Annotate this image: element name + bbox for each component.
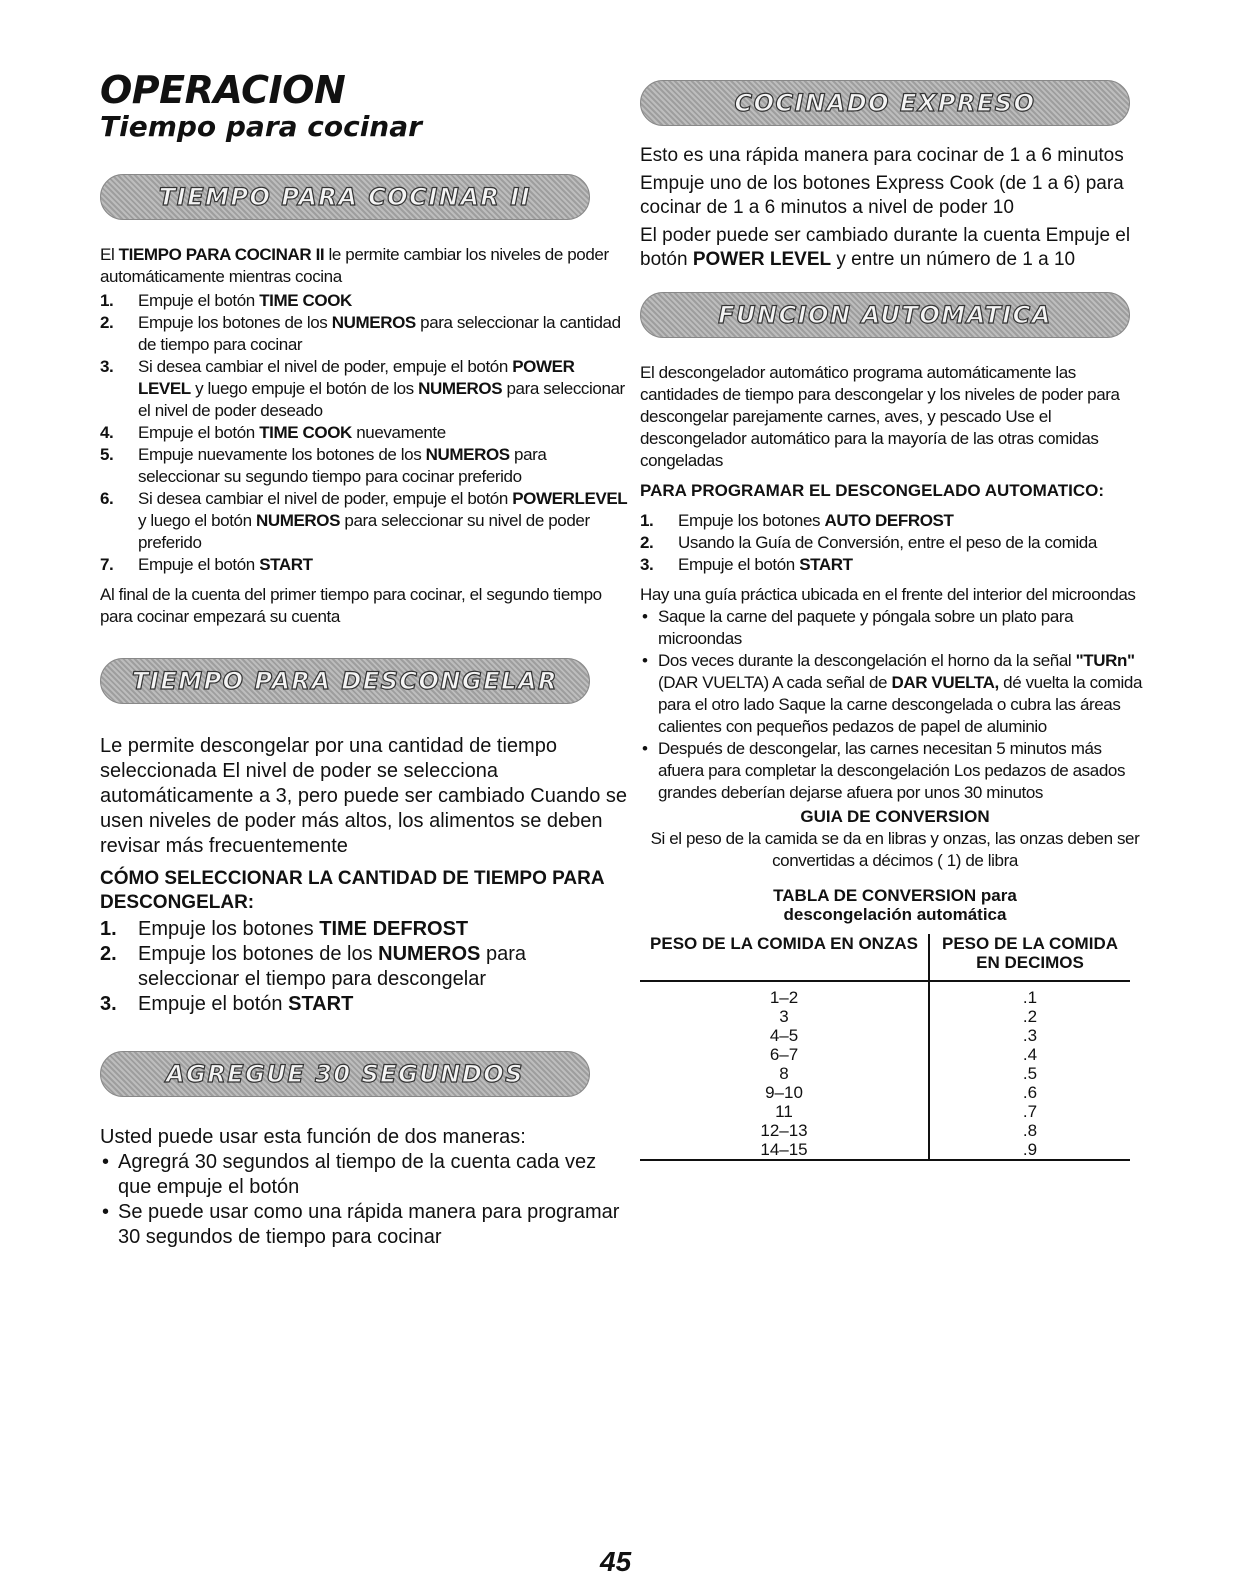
tiempo-cocinar-ii-steps bbox=[100, 290, 630, 576]
table-row: 14–15 .9 bbox=[640, 1140, 1130, 1160]
banner-label: TIEMPO PARA DESCONGELAR bbox=[132, 667, 558, 695]
guia-text: Si el peso de la camida se da en libras y onzas, las onzas deben ser convertidas a décimos ( 1) de libra bbox=[650, 829, 1140, 870]
list-item: • Saque la carne del paquete y póngala sobre un plato para microondas bbox=[640, 606, 1150, 650]
table-row: 12–13 .8 bbox=[640, 1121, 1130, 1140]
step: 1. Empuje el botón TIME COOK bbox=[100, 291, 352, 310]
table-row: 4–5 .3 bbox=[640, 1026, 1130, 1045]
banner-label: FUNCION AUTOMATICA bbox=[718, 301, 1052, 329]
guia-title: GUIA DE CONVERSION bbox=[800, 807, 990, 826]
step: 3. Empuje el botón START bbox=[640, 555, 853, 574]
conversion-table bbox=[640, 934, 1130, 1161]
column-header-decimos: PESO DE LA COMIDA EN DECIMOS bbox=[929, 934, 1130, 981]
column-header-onzas: PESO DE LA COMIDA EN ONZAS bbox=[650, 934, 918, 953]
step: 3. Empuje el botón START bbox=[100, 993, 354, 1015]
banner-funcion-automatica bbox=[640, 292, 1130, 338]
table-row: 3 .2 bbox=[640, 1007, 1130, 1026]
cocinado-expreso-p2: Empuje uno de los botones Express Cook (de 1 a 6) para cocinar de 1 a 6 minutos a nivel de poder 10 bbox=[640, 173, 1124, 218]
table-row: 9–10 .6 bbox=[640, 1083, 1130, 1102]
step: 3. Si desea cambiar el nivel de poder, empuje el botón POWER LEVEL y luego empuje el botón de los NUMEROS para seleccionar el nivel de poder deseado bbox=[100, 357, 625, 420]
page-subtitle: Tiempo para cocinar bbox=[100, 110, 422, 143]
cocinado-expreso-p1: Esto es una rápida manera para cocinar de 1 a 6 minutos bbox=[640, 145, 1124, 166]
funcion-automatica-heading: PARA PROGRAMAR EL DESCONGELADO AUTOMATICO: bbox=[640, 481, 1105, 500]
tiempo-cocinar-ii-outro: Al final de la cuenta del primer tiempo para cocinar, el segundo tiempo para cocinar empezará su cuenta bbox=[100, 585, 602, 626]
table-row: 8 .5 bbox=[640, 1064, 1130, 1083]
banner-cocinado-expreso bbox=[640, 80, 1130, 126]
step: 5. Empuje nuevamente los botones de los NUMEROS para seleccionar su segundo tiempo para cocinar preferido bbox=[100, 445, 547, 486]
left-column bbox=[100, 70, 630, 1250]
banner-label: TIEMPO PARA COCINAR II bbox=[158, 183, 532, 211]
funcion-automatica-bullets bbox=[640, 606, 1150, 804]
banner-label: AGREGUE 30 SEGUNDOS bbox=[166, 1060, 524, 1088]
tiempo-descongelar-heading: CÓMO SELECCIONAR LA CANTIDAD DE TIEMPO PARA DESCONGELAR: bbox=[100, 868, 604, 913]
table-row: 1–2 .1 bbox=[640, 981, 1130, 1007]
table-row: 11 .7 bbox=[640, 1102, 1130, 1121]
agregue-30-bullets bbox=[100, 1150, 630, 1250]
step: 4. Empuje el botón TIME COOK nuevamente bbox=[100, 423, 446, 442]
banner-agregue-30 bbox=[100, 1051, 590, 1097]
table-row: 6–7 .4 bbox=[640, 1045, 1130, 1064]
step: 2. Empuje los botones de los NUMEROS para seleccionar la cantidad de tiempo para cocinar bbox=[100, 313, 621, 354]
step: 1. Empuje los botones AUTO DEFROST bbox=[640, 511, 954, 530]
page-title: OPERACION bbox=[100, 68, 346, 112]
list-item: • Después de descongelar, las carnes necesitan 5 minutos más afuera para completar la descongelación Los pedazos de asados grandes deberían dejarse afuera por unos 30 minutos bbox=[640, 738, 1150, 804]
right-column bbox=[640, 80, 1150, 1161]
agregue-30-intro: Usted puede usar esta función de dos maneras: bbox=[100, 1126, 526, 1148]
table-title: TABLA DE CONVERSION para descongelación automática bbox=[773, 886, 1017, 924]
step: 2. Usando la Guía de Conversión, entre el peso de la comida bbox=[640, 533, 1097, 552]
banner-tiempo-descongelar bbox=[100, 658, 590, 704]
list-item: • Dos veces durante la descongelación el horno da la señal "TURn" (DAR VUELTA) A cada señal de DAR VUELTA, dé vuelta la comida para el otro lado Saque la carne descongelada o cubra las áreas calientes con pequeños pedazos de papel de aluminio bbox=[640, 650, 1150, 738]
step: 2. Empuje los botones de los NUMEROS para seleccionar el tiempo para descongelar bbox=[100, 943, 526, 990]
funcion-automatica-guide-note: Hay una guía práctica ubicada en el frente del interior del microondas bbox=[640, 585, 1136, 604]
banner-tiempo-cocinar-ii bbox=[100, 174, 590, 220]
tiempo-descongelar-steps bbox=[100, 917, 630, 1017]
list-item: • Se puede usar como una rápida manera para programar 30 segundos de tiempo para cocinar bbox=[100, 1200, 630, 1250]
page-number: 45 bbox=[600, 1546, 632, 1577]
list-item: • Agregrá 30 segundos al tiempo de la cuenta cada vez que empuje el botón bbox=[100, 1150, 630, 1200]
tiempo-descongelar-intro: Le permite descongelar por una cantidad de tiempo seleccionada El nivel de poder se selecciona automáticamente a 3, pero puede ser cambiado Cuando se usen niveles de poder más altos, los alimentos se deben revisar más frecuentemente bbox=[100, 735, 628, 857]
banner-label: COCINADO EXPRESO bbox=[734, 89, 1036, 117]
step: 1. Empuje los botones TIME DEFROST bbox=[100, 918, 469, 940]
tiempo-cocinar-ii-intro: El TIEMPO PARA COCINAR II le permite cambiar los niveles de poder automáticamente mientras cocina bbox=[100, 245, 609, 286]
funcion-automatica-steps bbox=[640, 510, 1150, 576]
funcion-automatica-intro: El descongelador automático programa automáticamente las cantidades de tiempo para descongelar y los niveles de poder para descongelar parejamente carnes, aves, y pescado Use el descongelador automático para la mayoría de las otras comidas congeladas bbox=[640, 363, 1120, 470]
cocinado-expreso-p3: El poder puede ser cambiado durante la cuenta Empuje el botón POWER LEVEL y entre un número de 1 a 10 bbox=[640, 225, 1131, 270]
step: 7. Empuje el botón START bbox=[100, 555, 313, 574]
step: 6. Si desea cambiar el nivel de poder, empuje el botón POWERLEVEL y luego el botón NUMEROS para seleccionar su nivel de poder preferido bbox=[100, 489, 628, 552]
